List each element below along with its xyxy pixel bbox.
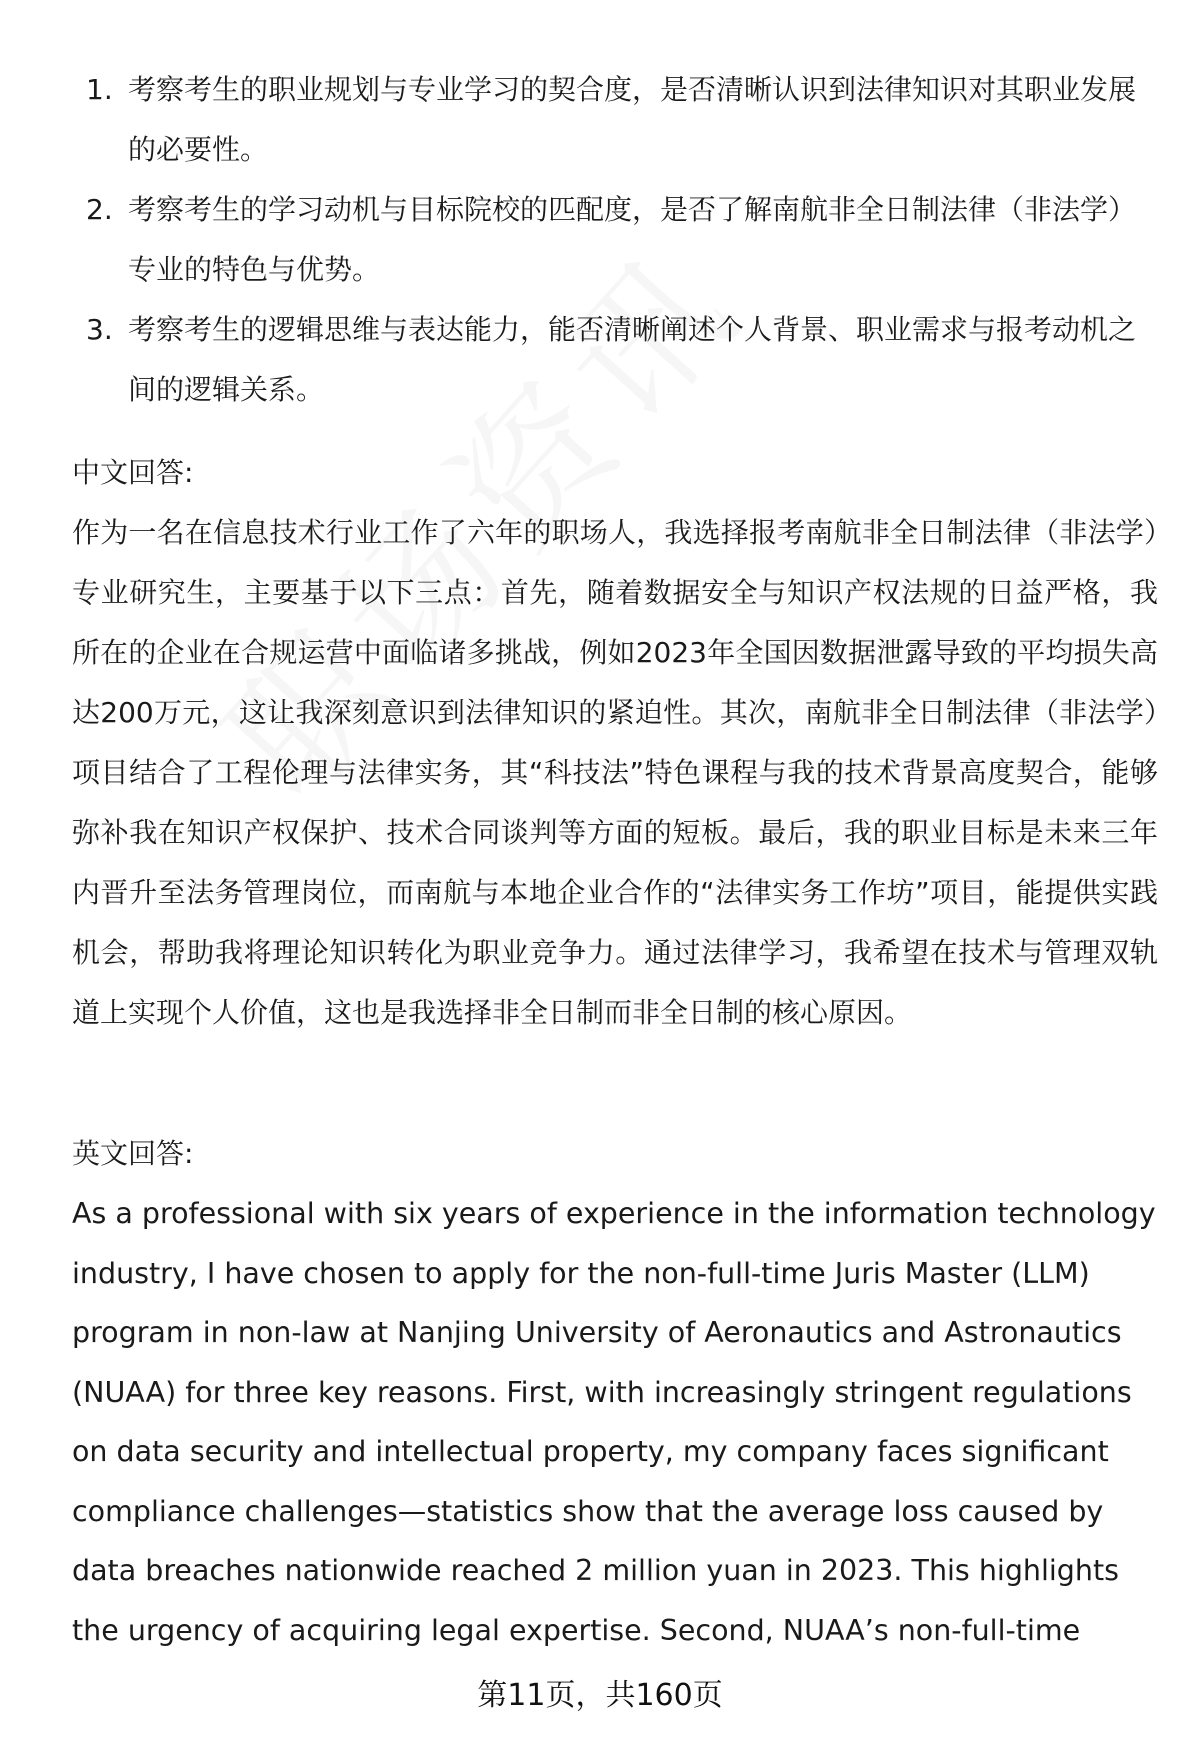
criteria-text: 考察考生的逻辑思维与表达能力，能否清晰阐述个人背景、职业需求与报考动机之间的逻辑关系。	[128, 313, 1137, 406]
criteria-list	[72, 60, 1152, 420]
criteria-number: 2.	[86, 193, 113, 226]
criteria-text: 考察考生的职业规划与专业学习的契合度，是否清晰认识到法律知识对其职业发展的必要性。	[128, 73, 1137, 166]
chinese-answer-heading: 中文回答:	[72, 456, 194, 489]
chinese-answer-body: 作为一名在信息技术行业工作了六年的职场人，我选择报考南航非全日制法律（非法学）专业研究生，主要基于以下三点：首先，随着数据安全与知识产权法规的日益严格，我所在的企业在合规运营中面临诸多挑战，例如2023年全国因数据泄露导致的平均损失高达200万元，这让我深刻意识到法律知识的紧迫性。其次，南航非全日制法律（非法学）项目结合了工程伦理与法律实务，其“科技法”特色课程与我的技术背景高度契合，能够弥补我在知识产权保护、技术合同谈判等方面的短板。最后，我的职业目标是未来三年内晋升至法务管理岗位，而南航与本地企业合作的“法律实务工作坊”项目，能提供实践机会，帮助我将理论知识转化为职业竞争力。通过法律学习，我希望在技术与管理双轨道上实现个人价值，这也是我选择非全日制而非全日制的核心原因。	[72, 516, 1158, 1029]
english-answer-heading: 英文回答:	[72, 1137, 194, 1170]
criteria-number: 1.	[86, 73, 113, 106]
criteria-item	[72, 180, 1152, 300]
chinese-answer-section	[72, 443, 1158, 1043]
english-answer-section	[72, 1124, 1158, 1660]
criteria-item	[72, 60, 1152, 180]
criteria-number: 3.	[86, 313, 113, 346]
criteria-item	[72, 300, 1152, 420]
page-number: 第11页，共160页	[477, 1678, 723, 1713]
english-answer-body: As a professional with six years of experience in the information technology industry, I have chosen to apply for the non-full-time Juris Master (LLM) program in non-law at Nanjing University of Aeronautics and Astronautics (NUAA) for three key reasons. First, with increasingly stringent regulations on data security and intellectual property, my company faces significant compliance challenges—statistics show that the average loss caused by data breaches nationwide reached 2 million yuan in 2023. This highlights the urgency of acquiring legal expertise. Second, NUAA’s non-full-time	[72, 1197, 1156, 1647]
criteria-text: 考察考生的学习动机与目标院校的匹配度，是否了解南航非全日制法律（非法学）专业的特色与优势。	[128, 193, 1137, 286]
